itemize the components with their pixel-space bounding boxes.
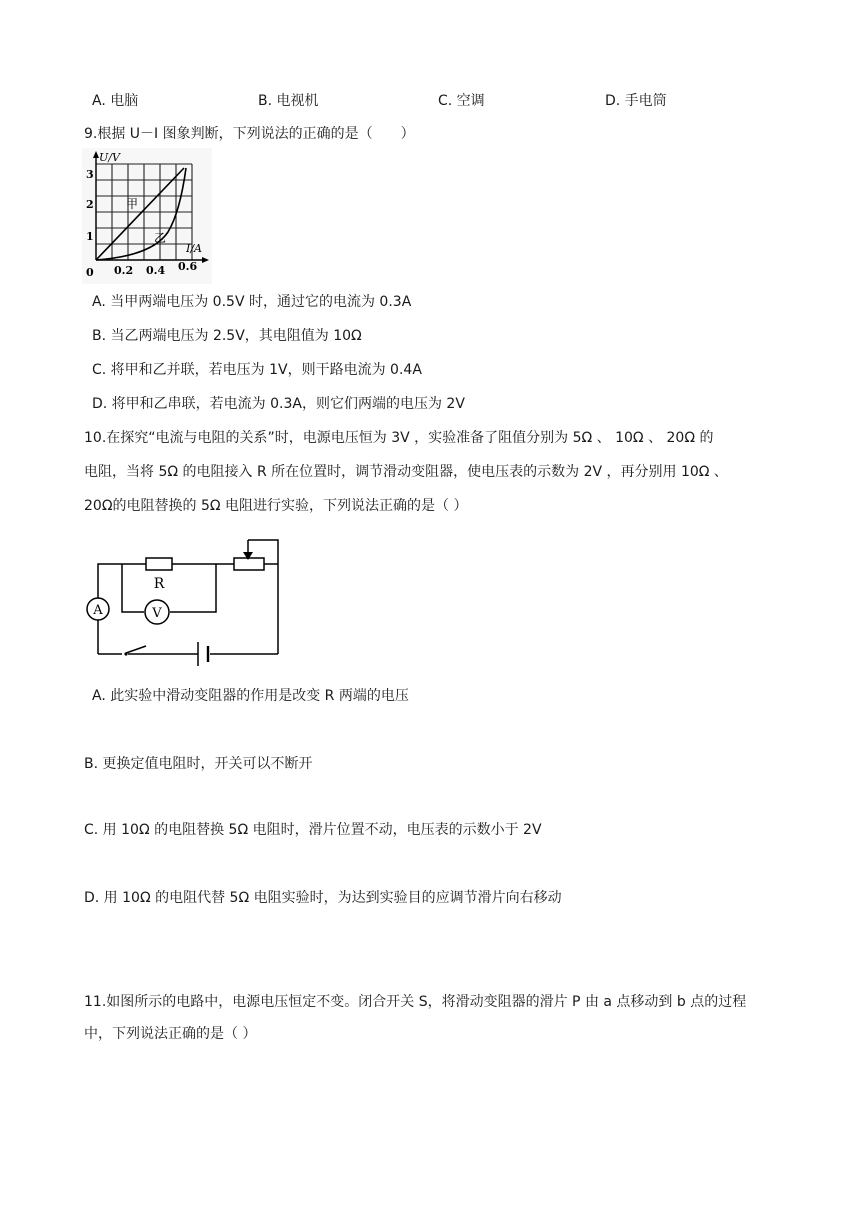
q8-option-c: C. 空调 xyxy=(438,93,485,109)
graph-x-tick: 0.2 xyxy=(114,264,134,277)
q9-option-b: B. 当乙两端电压为 2.5V，其电阻值为 10Ω xyxy=(92,328,362,344)
q10-stem-line3: 20Ω的电阻替换的 5Ω 电阻进行实验，下列说法正确的是（ ） xyxy=(84,498,468,514)
q10-option-d: D. 用 10Ω 的电阻代替 5Ω 电阻实验时，为达到实验目的应调节滑片向右移动 xyxy=(84,890,562,906)
q9-option-d: D. 将甲和乙串联，若电流为 0.3A，则它们两端的电压为 2V xyxy=(92,396,465,412)
rheostat xyxy=(234,558,264,570)
graph-y-tick: 3 xyxy=(86,168,94,181)
graph-y-tick: 1 xyxy=(86,230,94,243)
ammeter-label: A xyxy=(93,603,103,618)
graph-x-label: I/A xyxy=(186,242,202,255)
q10-option-b: B. 更换定值电阻时，开关可以不断开 xyxy=(84,756,313,772)
voltmeter-label: V xyxy=(152,606,162,621)
q11-stem-line1: 11.如图所示的电路中，电源电压恒定不变。闭合开关 S，将滑动变阻器的滑片 P 由 a 点移动到 b 点的过程 xyxy=(84,994,747,1010)
graph-y-label: U/V xyxy=(99,151,120,164)
resistor-label: R xyxy=(153,576,165,592)
graph-x-tick: 0.4 xyxy=(146,264,166,277)
q8-option-a: A. 电脑 xyxy=(92,93,139,109)
resistor-r xyxy=(146,558,172,570)
q10-stem-line1: 10.在探究“电流与电阻的关系”时，电源电压恒为 3V ，实验准备了阻值分别为 5Ω 、 10Ω 、 20Ω 的 xyxy=(84,430,714,446)
q10-option-c: C. 用 10Ω 的电阻替换 5Ω 电阻时，滑片位置不动，电压表的示数小于 2V xyxy=(84,822,542,838)
graph-y-tick: 2 xyxy=(86,198,94,211)
q9-option-a: A. 当甲两端电压为 0.5V 时，通过它的电流为 0.3A xyxy=(92,294,412,310)
graph-label-yi: 乙 xyxy=(154,231,167,245)
q9-option-c: C. 将甲和乙并联，若电压为 1V，则干路电流为 0.4A xyxy=(92,362,422,378)
q10-option-a: A. 此实验中滑动变阻器的作用是改变 R 两端的电压 xyxy=(92,688,409,704)
q11-stem-line2: 中，下列说法正确的是（ ） xyxy=(84,1026,257,1042)
graph-origin: 0 xyxy=(86,266,94,279)
q8-option-b: B. 电视机 xyxy=(258,93,319,109)
graph-label-jia: 甲 xyxy=(126,197,139,211)
q8-option-d: D. 手电筒 xyxy=(605,93,667,109)
q10-circuit-diagram xyxy=(82,534,288,668)
q10-stem-line2: 电阻，当将 5Ω 的电阻接入 R 所在位置时，调节滑动变阻器，使电压表的示数为 2V ，再分别用 10Ω 、 xyxy=(84,464,728,480)
q9-stem: 9.根据 U－I 图象判断，下列说法的正确的是（ ） xyxy=(84,126,415,142)
graph-x-tick: 0.6 xyxy=(178,260,198,273)
q9-ui-graph xyxy=(82,148,212,284)
